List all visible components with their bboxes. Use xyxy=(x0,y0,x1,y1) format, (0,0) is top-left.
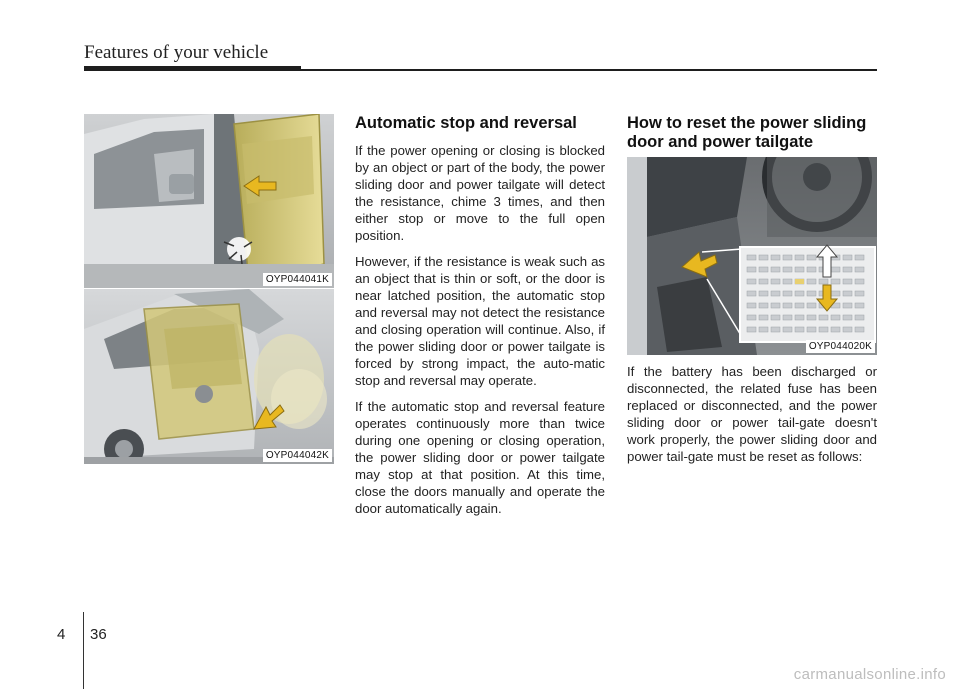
section-reset-body xyxy=(627,363,877,474)
footer-page-number: 36 xyxy=(90,626,107,643)
header-rule-thin xyxy=(301,69,877,71)
page-header-title: Features of your vehicle xyxy=(84,42,269,63)
fuse-panel-illustration xyxy=(627,157,877,355)
section-heading: How to reset the power sliding door and power tailgate xyxy=(627,114,867,151)
paragraph: However, if the resistance is weak such as an object that is thin or soft, or the door is near latched position, the automatic stop and reversal may not detect the resistance and closing operation will continue. Also, if the power sliding door or power tailgate is forced by strong impact, the auto-matic stop and reversal may operate. xyxy=(355,254,605,388)
header-rule-thick xyxy=(84,66,301,71)
figure-code-tailgate: OYP044042K xyxy=(263,449,332,462)
footer-divider xyxy=(83,612,84,689)
figure-fuse-panel xyxy=(627,157,877,355)
figure-sliding-door xyxy=(84,114,334,288)
sliding-door-illustration xyxy=(84,114,334,288)
footer-section-number: 4 xyxy=(57,626,66,643)
figure-code-fuse-panel: OYP044020K xyxy=(806,340,875,353)
section-reset xyxy=(627,114,877,161)
tailgate-illustration xyxy=(84,289,334,464)
paragraph: If the battery has been discharged or disconnected, the related fuse has been replaced or disconnected, and the power sliding door or power tail-gate doesn't work properly, the power sliding door and power tail-gate must be reset as follows: xyxy=(627,364,877,464)
section-automatic-stop xyxy=(355,114,605,526)
paragraph: If the automatic stop and reversal feature operates continuously more than twice during one opening or closing operation, the power sliding door or power tailgate may stop at that position. At this time, close the doors manually and operate the door automatically again. xyxy=(355,399,605,516)
figure-tailgate xyxy=(84,289,334,464)
paragraph: If the power opening or closing is blocked by an object or part of the body, the power sliding door and power tailgate will detect the resistance, chime 3 times, and then either stop or move to the full open position. xyxy=(355,143,605,243)
watermark: carmanualsonline.info xyxy=(793,666,946,683)
section-heading: Automatic stop and reversal xyxy=(355,114,577,132)
footer-rule xyxy=(84,615,877,616)
figure-code-sliding-door: OYP044041K xyxy=(263,273,332,286)
